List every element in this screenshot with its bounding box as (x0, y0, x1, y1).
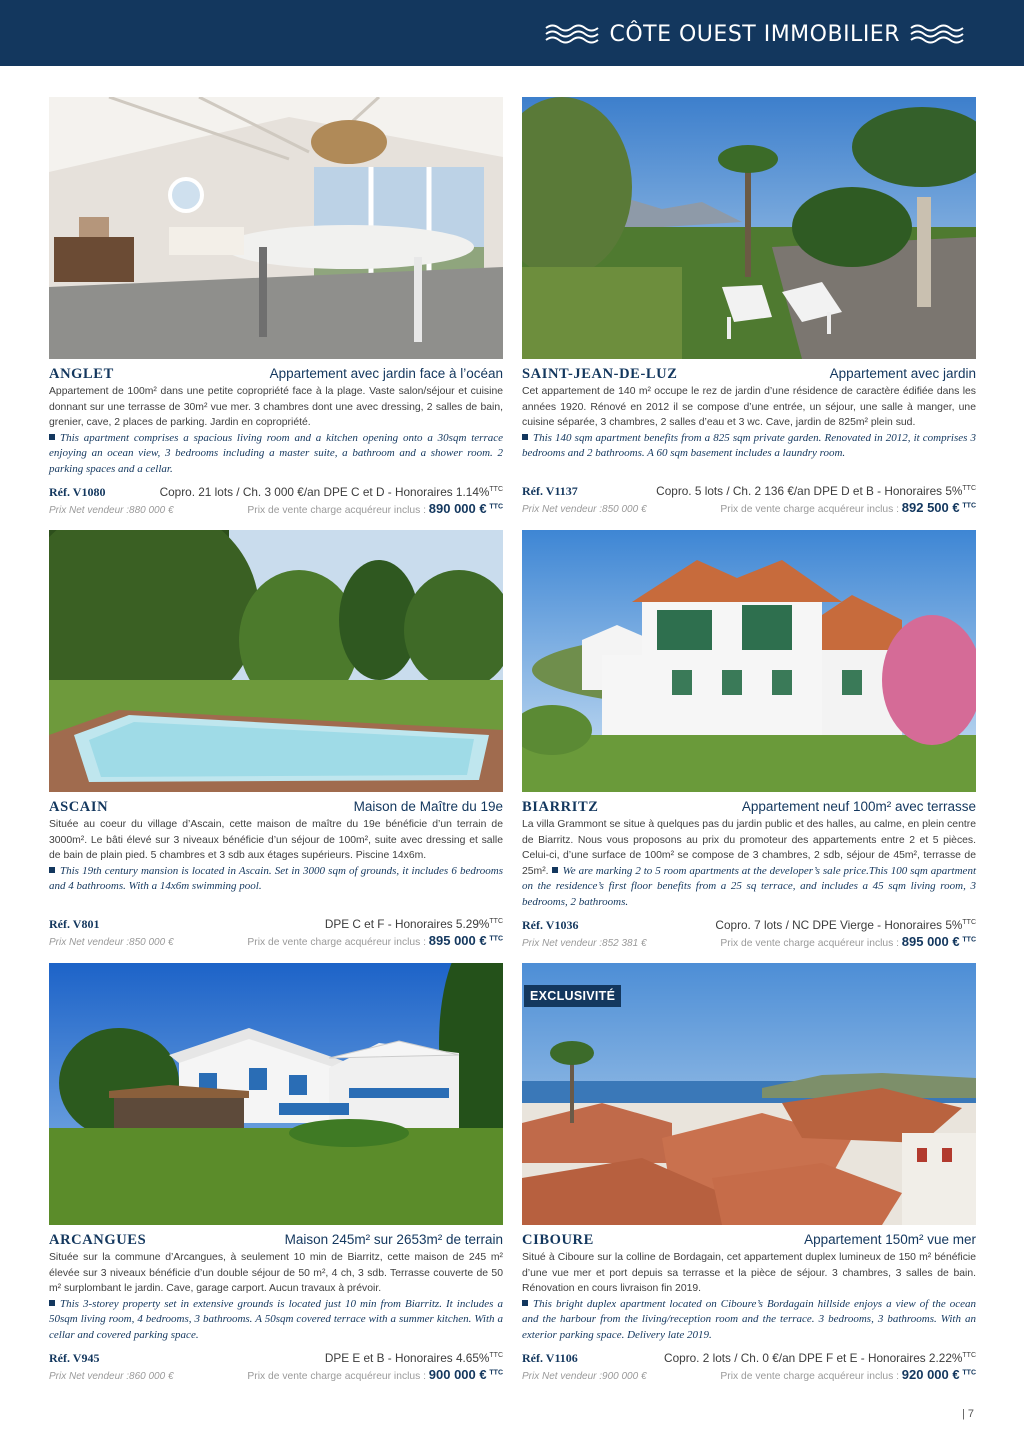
ttc-label: TTC (962, 485, 976, 493)
sale-price-block (247, 501, 503, 516)
listing-photo[interactable] (49, 963, 503, 1225)
listing-photo[interactable] (522, 530, 976, 792)
ttc-label: TTC (962, 918, 976, 926)
brand-name: CÔTE OUEST IMMOBILIER (609, 21, 900, 47)
ttc-label: TTC (962, 1369, 976, 1377)
listing-reference: Réf. V1137 (522, 483, 578, 498)
waves-icon (545, 23, 599, 45)
bullet-icon (49, 1300, 55, 1306)
ttc-label: TTC (489, 1351, 503, 1359)
listing-description-fr (522, 817, 976, 911)
listing-card[interactable] (49, 530, 503, 948)
header-bar (0, 0, 1024, 66)
description-en-text: This apartment comprises a spacious living room and a kitchen opening onto a 30sqm terrace enjoying an ocean view, 3 bedrooms including a master suite, a bathroom and a shower room. 2 parking spaces and a cellar. (49, 431, 503, 475)
listing-reference: Réf. V801 (49, 916, 100, 931)
listing-photo[interactable] (49, 97, 503, 359)
net-price: Prix Net vendeur :900 000 € (522, 1370, 647, 1382)
sale-price-block (720, 500, 976, 515)
net-price: Prix Net vendeur :880 000 € (49, 504, 174, 516)
listing-info (325, 917, 503, 931)
listing-description-fr: Situé à Ciboure sur la colline de Bordagain, cet appartement duplex lumineux de 150 m² bénéficie d’une vue mer et port depuis sa terrasse et la pièce de séjour. 3 chambres, 3 salles de bain. Rénovation en cours livraison fin 2019. (522, 1252, 976, 1295)
ttc-label: TTC (489, 1369, 503, 1377)
info-text: Copro. 2 lots / Ch. 0 €/an DPE F et E - Honoraires 2.22% (664, 1350, 963, 1365)
info-text: Copro. 7 lots / NC DPE Vierge - Honoraires 5% (715, 917, 963, 932)
listing-type: Maison de Maître du 19e (353, 799, 503, 814)
description-en-text: This 140 sqm apartment benefits from a 825 sqm private garden. Renovated in 2012, it comprises 3 bedrooms and 2 bathrooms. A 60 sqm basement includes a laundry room. (522, 431, 976, 460)
listing-city: BIARRITZ (522, 799, 599, 815)
listing-description-fr: Située sur la commune d’Arcangues, à seulement 10 min de Biarritz, cette maison de 245 m² élevée sur 3 niveaux bénéficie d’un double séjour de 50 m², 4 ch, 3 sdb. Terrasse couverte de 50 m² surplombant le jardin. Cave, garage carport. Aucun travaux à prévoir. (49, 1252, 503, 1295)
listing-info (160, 485, 503, 499)
listing-description-en (522, 1297, 976, 1344)
sale-price: 890 000 € (428, 500, 487, 516)
listing-info (715, 918, 976, 932)
listing-city: SAINT-JEAN-DE-LUZ (522, 366, 678, 382)
page-number: | 7 (961, 1408, 974, 1420)
listing-reference: Réf. V945 (49, 1350, 100, 1365)
ttc-label: TTC (962, 1351, 976, 1359)
listing-description-en (49, 431, 503, 478)
net-price: Prix Net vendeur :852 381 € (522, 937, 647, 949)
description-fr-text: La villa Grammont se situe à quelques pas du jardin public et des halles, au calme, en plein centre de Biarritz. Nous vous proposons au prix du promoteur des appartements entre 2 et 5 pièces. Celui-ci, d’une surface de 100m² se compose de 3 chambres, 2 sdb, séjour de 45m², terrasse de 25m². (522, 819, 976, 877)
listing-photo[interactable] (522, 97, 976, 359)
listing-type: Appartement neuf 100m² avec terrasse (741, 799, 976, 814)
listing-type: Appartement avec jardin face à l’océan (269, 366, 503, 381)
bullet-icon (522, 1300, 528, 1306)
listing-photo[interactable] (522, 963, 976, 1225)
ttc-label: TTC (962, 502, 976, 510)
sale-price-block (247, 1367, 503, 1382)
price-label: Prix de vente charge acquéreur inclus : (720, 1370, 899, 1382)
listing-type: Maison 245m² sur 2653m² de terrain (284, 1232, 503, 1247)
info-text: DPE C et F - Honoraires 5.29% (324, 916, 490, 931)
price-label: Prix de vente charge acquéreur inclus : (247, 936, 426, 948)
listing-description-en (49, 864, 503, 895)
sale-price: 900 000 € (428, 1366, 487, 1382)
listing-description-fr: Appartement de 100m² dans une petite copropriété face à la plage. Vaste salon/séjour et cuisine donnant sur une terrasse de 30m² vue mer. 3 chambres dont une avec dressing, 2 salles de bain, grenier, cave, 2 places de parking. Jardin en copropriété. (49, 386, 503, 429)
listing-photo[interactable] (49, 530, 503, 792)
listing-card[interactable] (522, 97, 976, 515)
listing-reference: Réf. V1106 (522, 1350, 578, 1365)
price-label: Prix de vente charge acquéreur inclus : (247, 504, 426, 516)
bullet-icon (522, 434, 528, 440)
exclusivity-badge: EXCLUSIVITÉ (524, 985, 621, 1007)
description-en-text: We are marking 2 to 5 room apartments at the developer’s sale price.This 100 sqm apartment on the residence’s first floor benefits from a 25 sq terrace, and includes a 45 sqm living room, 3 bedrooms, 2 bathrooms. (522, 864, 976, 908)
description-en-text: This 3-storey property set in extensive grounds is located just 10 min from Biarritz. It includes a 50sqm living room, 4 bedrooms, 3 bathrooms. A 50sqm covered terrace with a summer kitchen. With a cellar and covered parking space. (49, 1297, 503, 1341)
listing-info (325, 1351, 503, 1365)
listing-type: Appartement 150m² vue mer (804, 1232, 976, 1247)
sale-price-block (720, 1367, 976, 1382)
listing-description-fr: Cet appartement de 140 m² occupe le rez de jardin d’une résidence de caractère édifiée dans les années 1920. Rénové en 2012 il se compose d’une entrée, un séjour, une salle à manger, une cuisine séparée, 3 chambres, 2 salles d’eau et 3 wc. Cave, jardin de 825m² plein sud. (522, 386, 976, 429)
ttc-label: TTC (489, 485, 503, 493)
sale-price-block (720, 934, 976, 949)
listing-reference: Réf. V1036 (522, 917, 579, 932)
net-price: Prix Net vendeur :850 000 € (49, 936, 174, 948)
description-en-text: This bright duplex apartment located on Ciboure’s Bordagain hillside enjoys a view of the ocean and the harbour from the living/reception room and the terrace. 3 bedrooms, 3 bathrooms. With an exterior parking space. Delivery late 2019. (522, 1297, 976, 1341)
listing-info (664, 1351, 976, 1365)
ttc-label: TTC (962, 936, 976, 944)
description-en-text: This 19th century mansion is located in Ascain. Set in 3000 sqm of grounds, it includes 6 bedrooms and 4 bathrooms. With a 14x6m swimming pool. (49, 864, 503, 893)
price-label: Prix de vente charge acquéreur inclus : (720, 937, 899, 949)
price-label: Prix de vente charge acquéreur inclus : (720, 503, 899, 515)
listing-type: Appartement avec jardin (829, 366, 976, 381)
listing-description-en (49, 1297, 503, 1344)
price-label: Prix de vente charge acquéreur inclus : (247, 1370, 426, 1382)
listing-card[interactable] (49, 963, 503, 1382)
listing-description-en (522, 865, 976, 908)
listing-card[interactable] (522, 963, 976, 1382)
listing-description-fr: Située au coeur du village d’Ascain, cette maison de maître du 19e bénéficie d’un terrain de 3000m². Le bâti élevé sur 3 niveaux bénéficie d’un séjour de 100m², suite avec dressing et salle de bain de plain pied. 5 chambres et 3 sdb aux étages supérieurs. Piscine 14x6m. (49, 819, 503, 862)
bullet-icon (49, 867, 55, 873)
ttc-label: TTC (489, 503, 503, 511)
ttc-label: TTC (489, 935, 503, 943)
net-price: Prix Net vendeur :860 000 € (49, 1370, 174, 1382)
listing-description-en (522, 431, 976, 462)
listing-card[interactable] (49, 97, 503, 516)
listing-card[interactable] (522, 530, 976, 949)
info-text: Copro. 5 lots / Ch. 2 136 €/an DPE D et B - Honoraires 5% (656, 483, 963, 498)
bullet-icon (49, 434, 55, 440)
bullet-icon (552, 867, 558, 873)
listing-info (656, 484, 976, 498)
sale-price: 892 500 € (901, 499, 960, 515)
listing-city: ANGLET (49, 366, 114, 382)
sale-price: 920 000 € (901, 1366, 960, 1382)
info-text: Copro. 21 lots / Ch. 3 000 €/an DPE C et D - Honoraires 1.14% (159, 484, 490, 499)
listing-city: CIBOURE (522, 1232, 594, 1248)
waves-icon (910, 23, 964, 45)
listing-city: ARCANGUES (49, 1232, 147, 1248)
sale-price: 895 000 € (901, 933, 960, 949)
sale-price-block (247, 933, 503, 948)
brand-logo[interactable] (545, 19, 964, 49)
info-text: DPE E et B - Honoraires 4.65% (324, 1350, 490, 1365)
listing-reference: Réf. V1080 (49, 484, 106, 499)
listing-city: ASCAIN (49, 799, 109, 815)
net-price: Prix Net vendeur :850 000 € (522, 503, 647, 515)
ttc-label: TTC (489, 918, 503, 926)
sale-price: 895 000 € (428, 932, 487, 948)
